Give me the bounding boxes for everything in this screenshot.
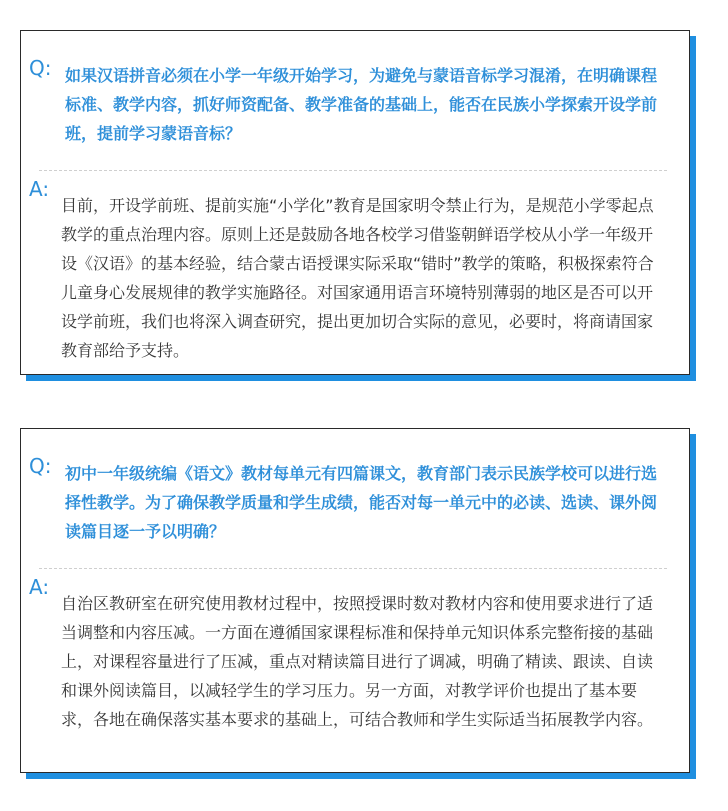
card-body (20, 30, 690, 375)
qa-card-2 (20, 428, 690, 773)
question-marker: Q: (29, 56, 52, 80)
answer-marker: A: (29, 575, 50, 599)
answer-text: 自治区教研室在研究使用教材过程中，按照授课时数对教材内容和使用要求进行了适当调整和内容压减。一方面在遵循国家课程标准和保持单元知识体系完整衔接的基础上，对课程容量进行了压减，重点对精读篇目进行了调减，明确了精读、跟读、自读和课外阅读篇目，以减轻学生的学习压力。另一方面，对教学评价也提出了基本要求，各地在确保落实基本要求的基础上，可结合教师和学生实际适当拓展教学内容。 (61, 594, 654, 729)
question-block (21, 31, 689, 170)
answer-marker: A: (29, 177, 50, 201)
card-body (20, 428, 690, 773)
qa-card-1 (20, 30, 690, 375)
question-block (21, 429, 689, 568)
answer-text: 目前，开设学前班、提前实施“小学化”教育是国家明令禁止行为，是规范小学零起点教学的重点治理内容。原则上还是鼓励各地各校学习借鉴朝鲜语学校从小学一年级开设《汉语》的基本经验，结合蒙古语授课实际采取“错时”教学的策略，积极探索符合儿童身心发展规律的教学实施路径。对国家通用语言环境特别薄弱的地区是否可以开设学前班，我们也将深入调查研究，提出更加切合实际的意见，必要时，将商请国家教育部给予支持。 (61, 196, 654, 360)
answer-block (21, 171, 689, 385)
answer-block (21, 569, 689, 754)
question-text: 初中一年级统编《语文》教材每单元有四篇课文，教育部门表示民族学校可以进行选择性教学。为了确保教学质量和学生成绩，能否对每一单元中的必读、选读、课外阅读篇目逐一予以明确？ (65, 464, 658, 541)
question-marker: Q: (29, 454, 52, 478)
question-text: 如果汉语拼音必须在小学一年级开始学习，为避免与蒙语音标学习混淆，在明确课程标准、教学内容，抓好师资配备、教学准备的基础上，能否在民族小学探索开设学前班，提前学习蒙语音标？ (65, 66, 658, 143)
